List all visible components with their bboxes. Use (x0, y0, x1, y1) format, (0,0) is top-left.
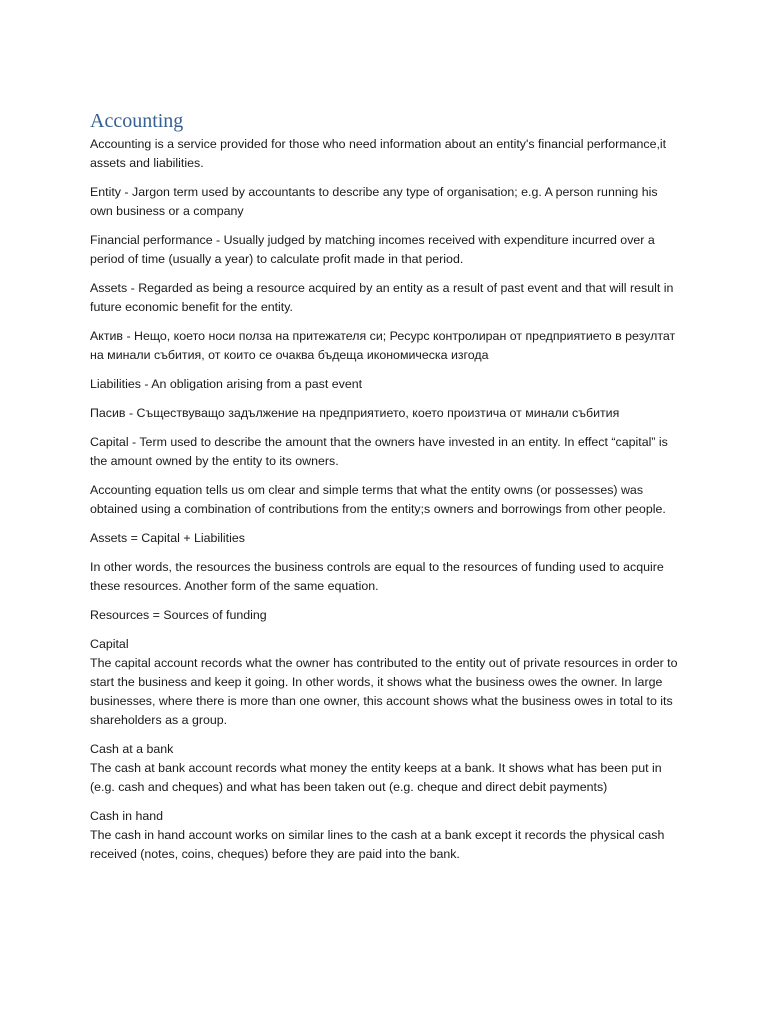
paragraph-financial-performance: Financial performance - Usually judged by matching incomes received with expenditure incurred over a period of time (usually a year) to calculate profit made in that period. (90, 233, 655, 266)
section-heading-capital: Capital (90, 637, 129, 651)
paragraph-entity: Entity - Jargon term used by accountants to describe any type of organisation; e.g. A person running his own business or a company (90, 185, 658, 218)
section-cash-in-hand (90, 807, 680, 864)
paragraph-liabilities: Liabilities - An obligation arising from a past event (90, 377, 363, 391)
section-cash-at-bank (90, 740, 680, 797)
document-title: Accounting (90, 110, 184, 132)
section-heading-cash-in-hand: Cash in hand (90, 809, 164, 823)
paragraph-accounting-definition: Accounting is a service provided for those who need information about an entity's financial performance,it assets and liabilities. (90, 137, 667, 170)
section-capital (90, 635, 680, 730)
paragraph-assets-bulgarian: Актив - Нещо, което носи полза на притежателя си; Ресурс контролиран от предприятието в резултат на минали събития, от които се очаква бъдеща икономическа изгода (90, 329, 676, 362)
paragraph-liabilities-bulgarian: Пасив - Съществуващо задължение на предприятието, което произтича от минали събития (90, 406, 620, 420)
section-body-capital: The capital account records what the owner has contributed to the entity out of private resources in order to start the business and keep it going. In other words, it shows what the business owes the owner. In large businesses, where there is more than one owner, this account shows what the business owes in total to its shareholders as a group. (90, 656, 678, 727)
paragraph-assets: Assets - Regarded as being a resource acquired by an entity as a result of past event and that will result in future economic benefit for the entity. (90, 281, 674, 314)
section-body-cash-in-hand: The cash in hand account works on similar lines to the cash at a bank except it records the physical cash received (notes, coins, cheques) before they are paid into the bank. (90, 828, 665, 861)
section-heading-cash-at-bank: Cash at a bank (90, 742, 174, 756)
paragraph-accounting-equation: Accounting equation tells us om clear and simple terms that what the entity owns (or possesses) was obtained using a combination of contributions from the entity;s owners and borrowings from other people. (90, 483, 666, 516)
document-body (90, 108, 680, 864)
paragraph-other-words: In other words, the resources the business controls are equal to the resources of funding used to acquire these resources. Another form of the same equation. (90, 560, 664, 593)
paragraph-equation-formula: Assets = Capital + Liabilities (90, 531, 245, 545)
paragraph-capital: Capital - Term used to describe the amount that the owners have invested in an entity. In effect “capital” is the amount owned by the entity to its owners. (90, 435, 668, 468)
section-body-cash-at-bank: The cash at bank account records what money the entity keeps at a bank. It shows what has been put in (e.g. cash and cheques) and what has been taken out (e.g. cheque and direct debit payments) (90, 761, 662, 794)
paragraph-resources-formula: Resources = Sources of funding (90, 608, 267, 622)
